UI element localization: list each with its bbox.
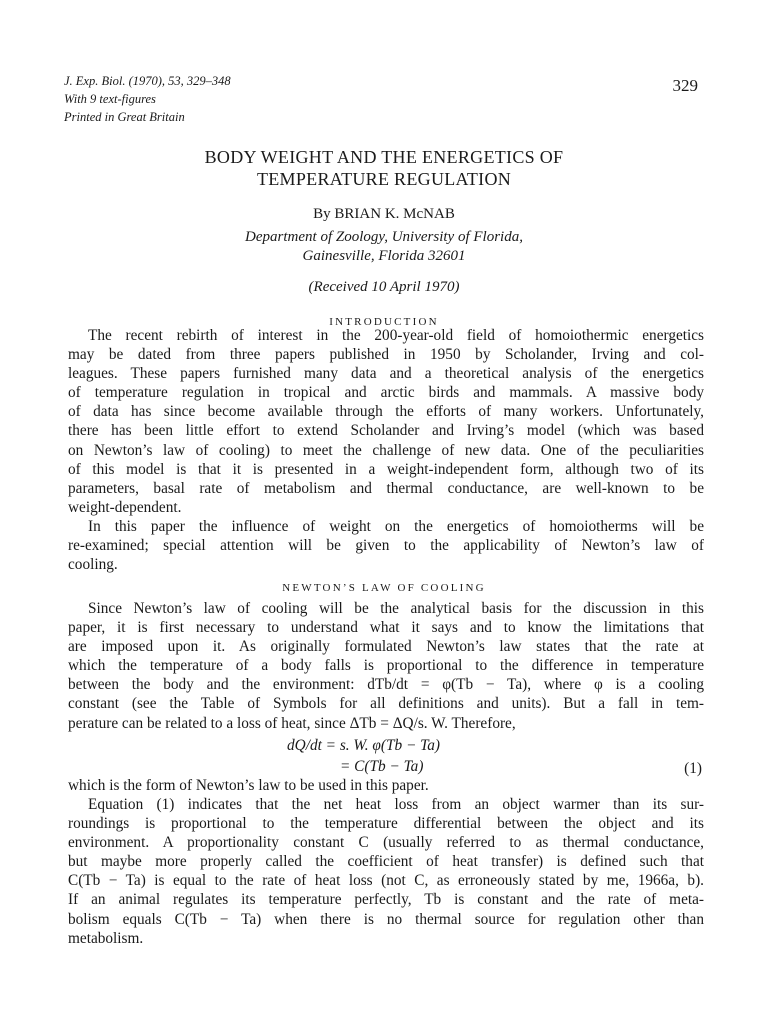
text-line: Equation (1) indicates that the net heat loss from an object warmer than its sur- [88,796,704,813]
author-line: By BRIAN K. McNAB [313,206,455,222]
text-line: In this paper the influence of weight on the energetics of homoiotherms will be [88,518,704,535]
text-line: of this model is that it is presented in a weight-independent form, although two of its [68,460,704,478]
text-line: The recent rebirth of interest in the 200-year-old field of homoiothermic energetics [88,327,704,344]
equation-line-2: = C(Tb − Ta) [340,758,424,775]
text-line: but maybe more properly called the coefficient of heat transfer) is defined such that [68,853,704,871]
text-line: parameters, basal rate of metabolism and thermal conductance, are well-known to be [68,479,704,497]
affiliation [0,228,768,266]
text-line: weight-dependent. [68,498,182,516]
text-line: bolism equals C(Tb − Ta) when there is no thermal source for regulation other than [68,910,704,928]
text-line: roundings is proportional to the temperature differential between the object and its [68,815,704,833]
paragraph-newton-2 [68,776,704,795]
received-date: (Received 10 April 1970) [308,279,460,295]
paragraph-intro-2 [68,517,704,574]
page-number: 329 [672,76,698,95]
paragraph-intro-1 [68,326,704,517]
text-line: Since Newton’s law of cooling will be the analytical basis for the discussion in this [88,600,704,617]
text-line: re-examined; special attention will be given to the applicability of Newton’s law of [68,537,704,555]
text-line: of data has since become available through the efforts of many workers. Unfortunately, [68,403,704,421]
text-line: there has been little effort to extend Scholander and Irving’s model (which was based [68,422,704,440]
title-line: TEMPERATURE REGULATION [256,169,512,189]
text-line: of temperature regulation in tropical and arctic birds and mammals. A massive body [68,384,704,402]
title-line: BODY WEIGHT AND THE ENERGETICS OF [204,147,564,167]
figures-note: With 9 text-figures [64,92,156,106]
text-line: may be dated from three papers published in 1950 by Scholander, Irving and col- [68,346,704,364]
text-line: are imposed upon it. As originally formulated Newton’s law states that the rate at [68,638,704,656]
text-line: constant (see the Table of Symbols for all definitions and units). But a fall in tem- [68,695,704,713]
text-line: paper, it is first necessary to understand what it says and to know the limitations that [68,619,704,637]
text-line: metabolism. [68,929,144,947]
text-line: C(Tb − Ta) is equal to the rate of heat loss (not C, as erroneously stated by me, 1966a, b). [68,872,704,890]
journal-citation [64,72,231,126]
citation-line: J. Exp. Biol. (1970), 53, 329–348 [64,74,231,88]
text-line: which is the form of Newton’s law to be used in this paper. [68,777,429,794]
text-line: perature can be related to a loss of heat, since ΔTb = ΔQ/s. W. Therefore, [68,714,516,732]
text-line: on Newton’s law of cooling) to meet the challenge of new data. One of the peculiarities [68,441,704,459]
text-line: between the body and the environment: dTb/dt = φ(Tb − Ta), where φ is a cooling [68,676,704,694]
equation-line-1: dQ/dt = s. W. φ(Tb − Ta) [287,737,440,754]
text-line: which the temperature of a body falls is proportional to the difference in temperature [68,657,704,675]
affiliation-line: Department of Zoology, University of Florida, [245,229,523,245]
printed-note: Printed in Great Britain [64,110,185,124]
affiliation-line: Gainesville, Florida 32601 [302,248,466,264]
text-line: If an animal regulates its temperature perfectly, Tb is constant and the rate of meta- [68,891,704,909]
section-heading-introduction: INTRODUCTION [329,316,439,328]
paragraph-newton-1 [68,599,704,733]
section-heading-newton: NEWTON’S LAW OF COOLING [282,582,486,594]
text-line: cooling. [68,556,118,574]
article-title [0,146,768,190]
paragraph-newton-3 [68,795,704,948]
equation-number: (1) [684,760,702,777]
text-line: environment. A proportionality constant C (usually referred to as thermal conductance, [68,834,704,852]
text-line: leagues. These papers furnished many data and a theoretical analysis of the energetics [68,365,704,383]
